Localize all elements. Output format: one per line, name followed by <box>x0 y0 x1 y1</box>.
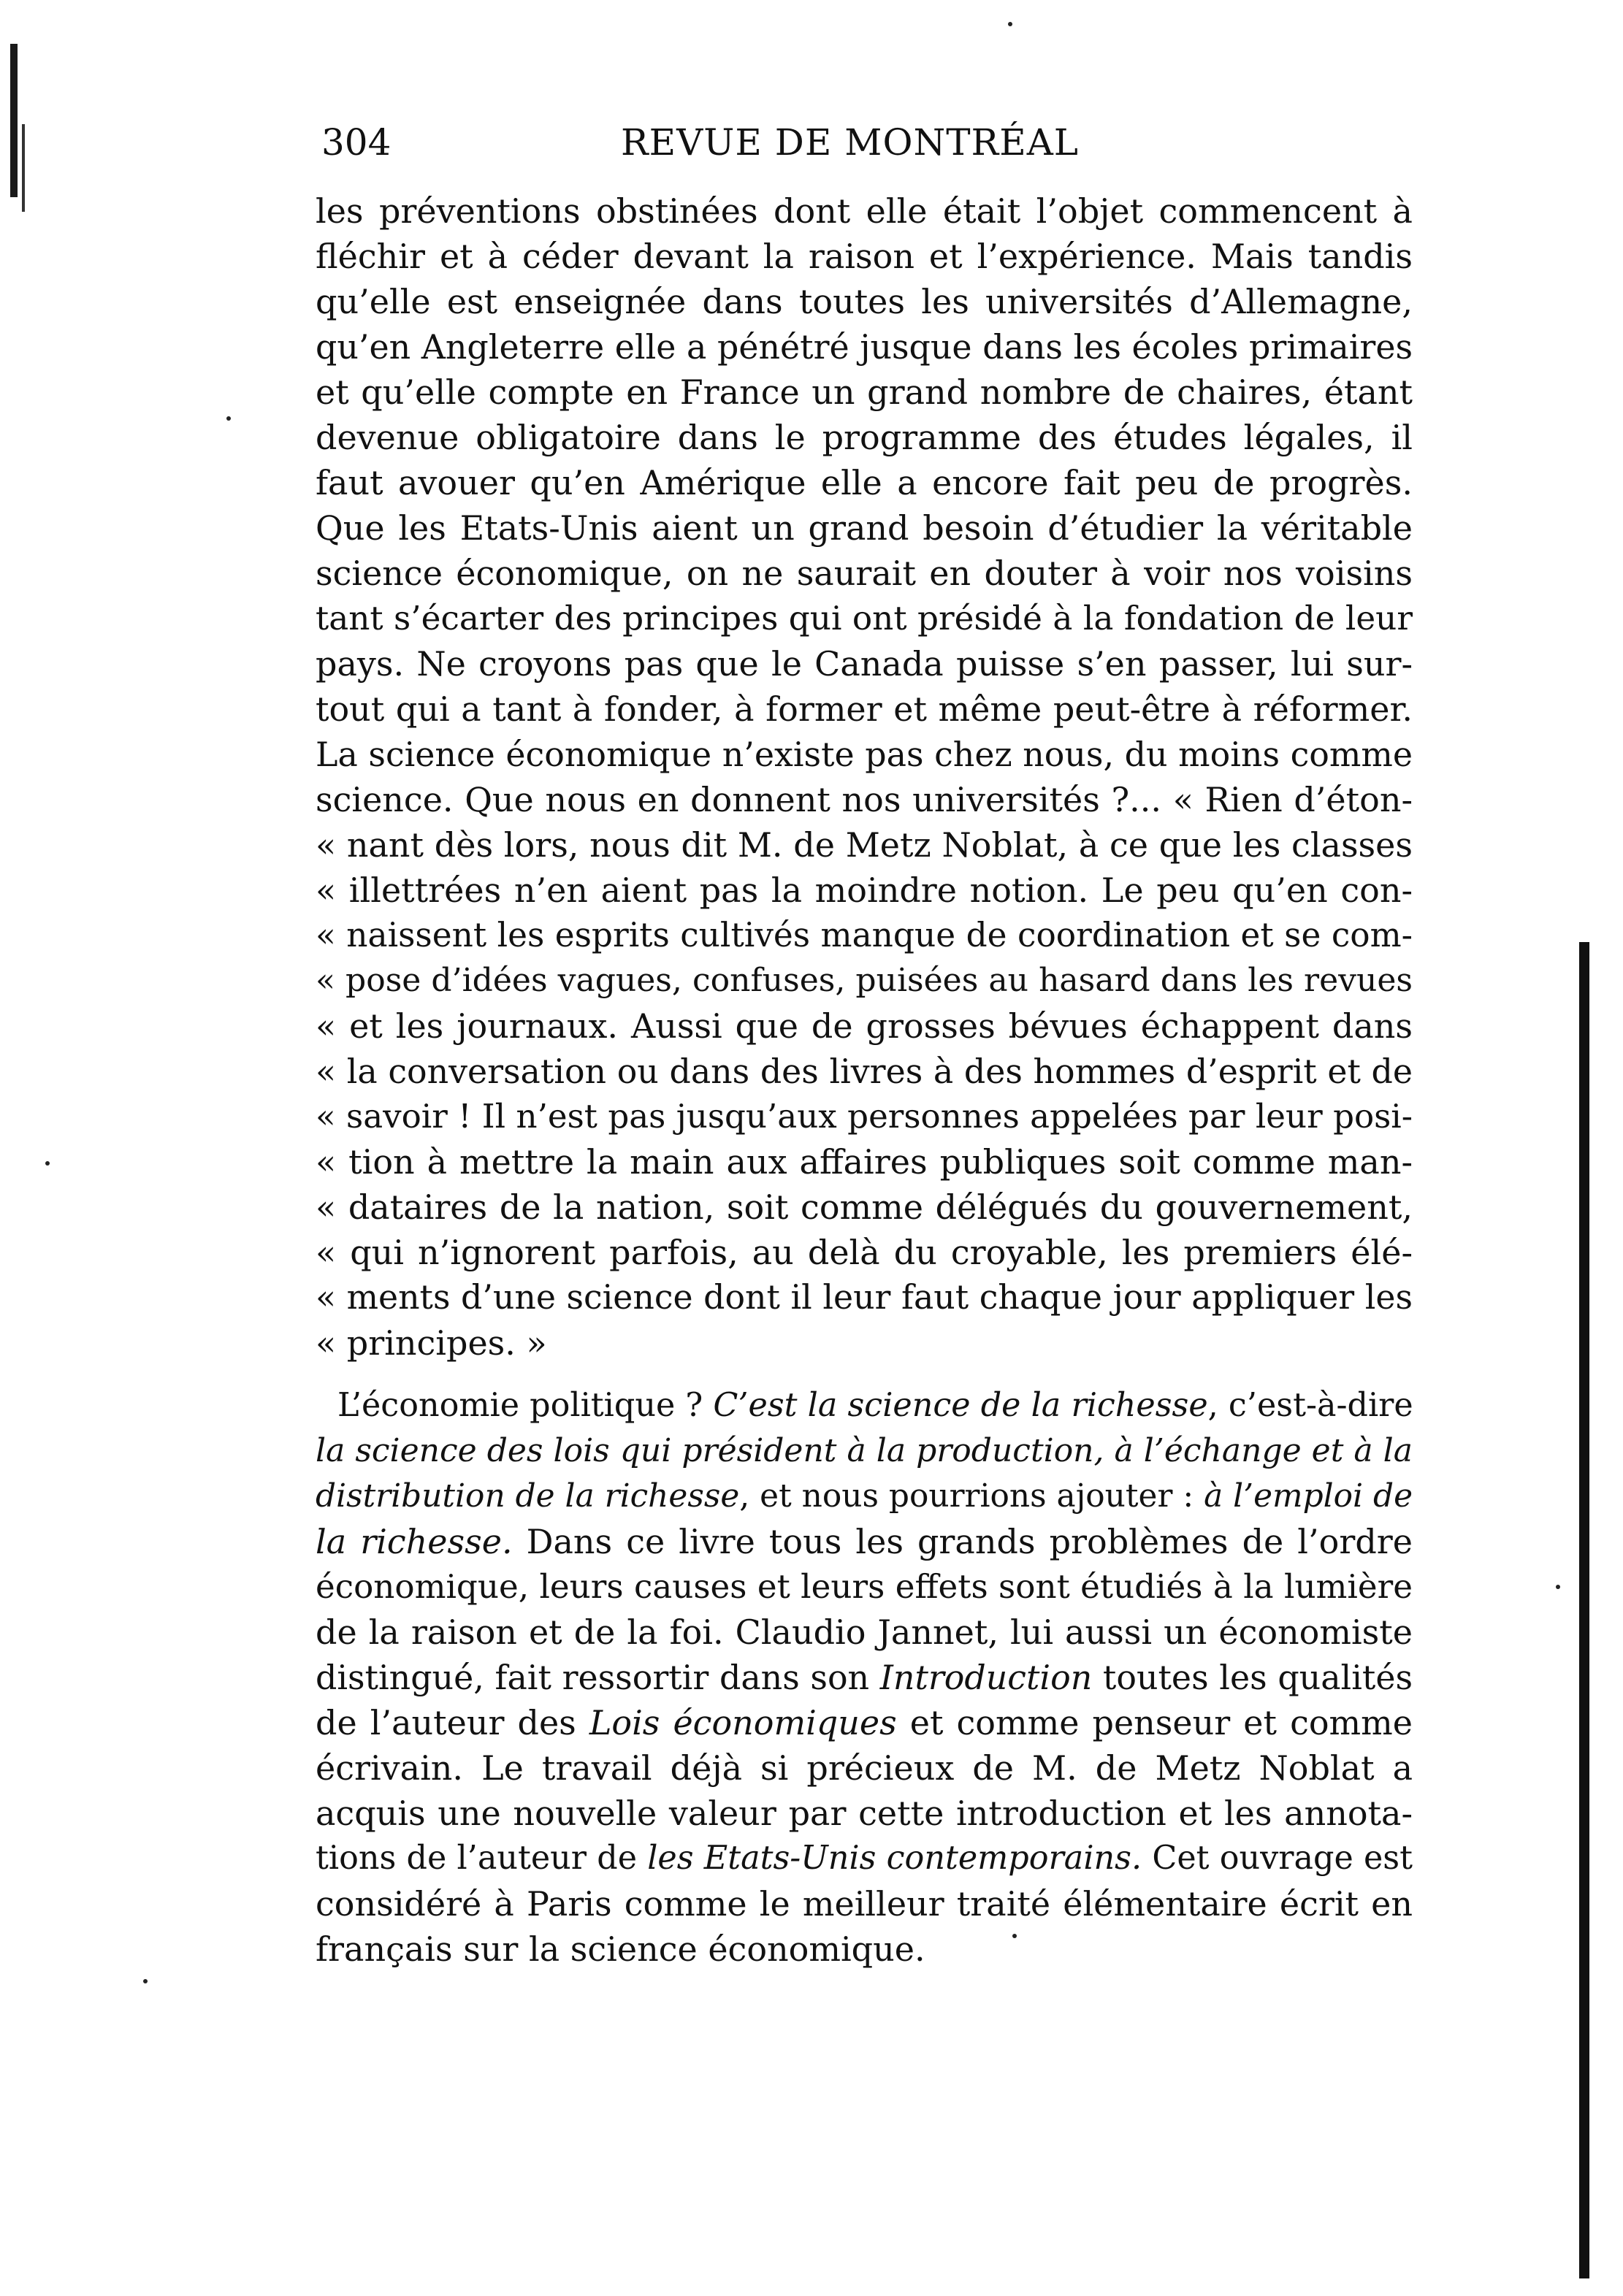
ink-speck <box>1008 22 1012 26</box>
quote-line: « nant dès lors, nous dit M. de Metz Noblat, à ce que les classes <box>316 825 1413 865</box>
text-line: devenue obligatoire dans le programme des études légales, il <box>316 418 1413 457</box>
text-line: et qu’elle compte en France un grand nombre de chaires, étant <box>316 372 1413 412</box>
quote-line: « pose d’idées vagues, confuses, puisées au hasard dans les revues <box>316 962 1413 999</box>
binding-shadow-right <box>1579 942 1589 2278</box>
binding-shadow-left-secondary <box>22 124 25 212</box>
text-line: pays. Ne croyons pas que le Canada puisse s’en passer, lui sur- <box>316 644 1413 684</box>
ink-speck <box>45 1161 50 1166</box>
paragraph-2-line: économique, leurs causes et leurs effets sont étudiés à la lumière <box>316 1567 1413 1606</box>
text-line: science économique, on ne saurait en douter à voir nos voisins <box>316 554 1413 593</box>
quote-line: « ments d’une science dont il leur faut chaque jour appliquer les <box>316 1278 1413 1317</box>
quote-line: « naissent les esprits cultivés manque de coordination et se com- <box>316 916 1413 954</box>
page-number: 304 <box>321 121 392 164</box>
quote-line: « la conversation ou dans des livres à des hommes d’esprit et de <box>316 1052 1413 1091</box>
text-line: science. Que nous en donnent nos universités ?... « Rien d’éton- <box>316 780 1413 819</box>
quote-line: « tion à mettre la main aux affaires publiques soit comme man- <box>316 1142 1413 1182</box>
quote-line: « illettrées n’en aient pas la moindre notion. Le peu qu’en con- <box>316 870 1413 910</box>
running-title: REVUE DE MONTRÉAL <box>621 121 1080 164</box>
body-text <box>316 188 1413 1972</box>
quote-line-last: « principes. » <box>316 1323 547 1363</box>
text-line: faut avouer qu’en Amérique elle a encore fait peu de progrès. <box>316 463 1413 502</box>
paragraph-2-line: tions de l’auteur de les Etats-Unis contemporains. Cet ouvrage est <box>316 1840 1413 1877</box>
ink-speck <box>226 416 231 421</box>
text-line: les préventions obstinées dont elle était l’objet commencent à <box>316 191 1413 231</box>
quote-line: « dataires de la nation, soit comme délégués du gouvernement, <box>316 1187 1413 1227</box>
text-line: tout qui a tant à fonder, à former et même peut-être à réformer. <box>316 689 1413 729</box>
paragraph-2-line: écrivain. Le travail déjà si précieux de M. de Metz Noblat a <box>316 1748 1413 1788</box>
ink-speck <box>1556 1585 1560 1589</box>
quote-line: « savoir ! Il n’est pas jusqu’aux personnes appelées par leur posi- <box>316 1097 1413 1136</box>
quote-line: « et les journaux. Aussi que de grosses bévues échappent dans <box>316 1006 1413 1046</box>
text-line: La science économique n’existe pas chez nous, du moins comme <box>316 735 1413 774</box>
running-head <box>321 117 1417 168</box>
paragraph-2-line: la richesse. Dans ce livre tous les grands problèmes de l’ordre <box>316 1522 1413 1561</box>
text-line: Que les Etats-Unis aient un grand besoin d’étudier la véritable <box>316 508 1413 548</box>
paragraph-2-line: la science des lois qui président à la production, à l’échange et à la <box>316 1432 1413 1469</box>
binding-shadow-left <box>10 44 18 197</box>
paragraph-2-line: distribution de la richesse, et nous pourrions ajouter : à l’emploi de <box>316 1477 1413 1515</box>
text-line: tant s’écarter des principes qui ont présidé à la fondation de leur <box>316 599 1413 638</box>
paragraph-2-line: de l’auteur des Lois économiques et comme penseur et comme <box>316 1703 1413 1742</box>
quote-line: « qui n’ignorent parfois, au delà du croyable, les premiers élé- <box>316 1233 1413 1272</box>
ink-speck <box>143 1979 148 1983</box>
text-line: qu’en Angleterre elle a pénétré jusque dans les écoles primaires <box>316 327 1413 367</box>
text-line: fléchir et à céder devant la raison et l’expérience. Mais tandis <box>316 237 1413 276</box>
paragraph-2-line: considéré à Paris comme le meilleur traité élémentaire écrit en <box>316 1884 1413 1924</box>
paragraph-2-line: acquis une nouvelle valeur par cette introduction et les annota- <box>316 1794 1413 1833</box>
paragraph-2-line: L’économie politique ? C’est la science de la richesse, c’est-à-dire <box>337 1387 1413 1424</box>
paragraph-2-line: distingué, fait ressortir dans son Introduction toutes les qualités <box>316 1658 1413 1697</box>
text-line: qu’elle est enseignée dans toutes les universités d’Allemagne, <box>316 282 1413 321</box>
paragraph-2-line-last: français sur la science économique. <box>316 1929 925 1969</box>
paragraph-2-line: de la raison et de la foi. Claudio Jannet, lui aussi un économiste <box>316 1612 1413 1652</box>
